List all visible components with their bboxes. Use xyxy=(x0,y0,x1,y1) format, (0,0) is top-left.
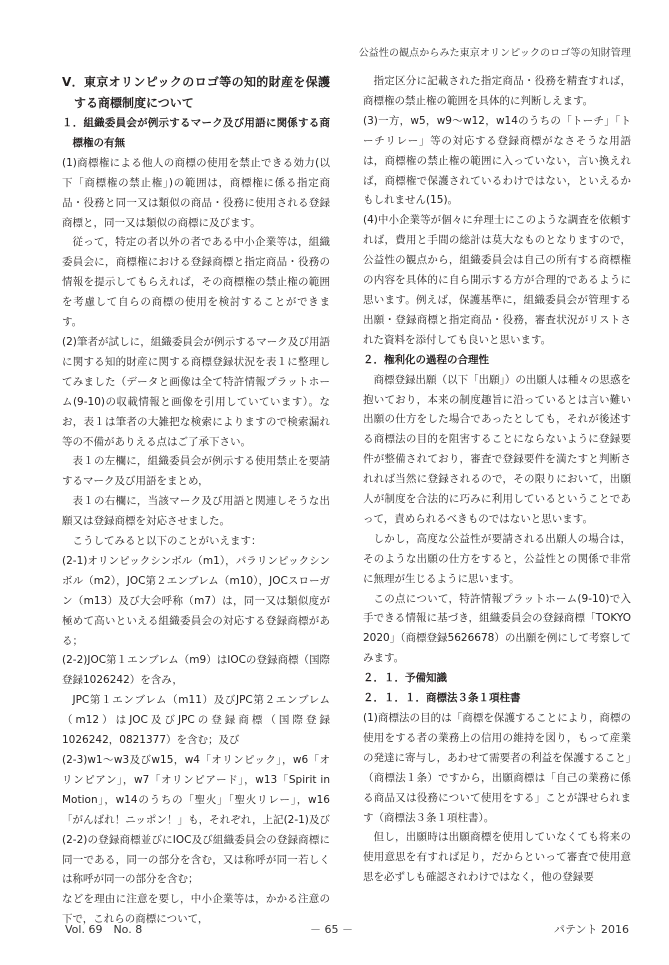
paragraph: 表１の左欄に，組織委員会が例示する使用禁止を要請するマーク及び用語をまとめ， xyxy=(62,452,330,492)
running-header: 公益性の観点からみた東京オリンピックのロゴ等の知財管理 xyxy=(359,44,631,59)
section-heading: Ⅴ．東京オリンピックのロゴ等の知的財産を保護する商標制度について xyxy=(62,72,330,114)
paragraph: (4)中小企業等が個々に弁理士にこのような調査を依頼すれば，費用と手間の総計は莫大なものとなりますので，公益性の観点から，組織委員会は自己の所有する商標権の内容を具体的に自ら開示する方が合理的であるように思います。例えば，保護基準に，組織委員会が管理する出願・登録商標と指定商品・役務，審査状況がリストされた資料を添付しても良いと思います。 xyxy=(363,211,631,350)
section-heading: ２．１．予備知識 xyxy=(363,669,631,689)
paragraph: (1)商標権による他人の商標の使用を禁止できる効力(以下「商標権の禁止権」)の範囲は，商標権に係る指定商品・役務と同一又は類似の商品・役務に使用される登録商標と，同一又は類似の商標に及びます。 xyxy=(62,154,330,234)
paragraph: 表１の右欄に，当該マーク及び用語と関連しそうな出願又は登録商標を対応させました。 xyxy=(62,492,330,532)
section-heading: ２．権利化の過程の合理性 xyxy=(363,351,631,371)
paragraph: こうしてみると以下のことがいえます： xyxy=(62,532,330,552)
paragraph: (1)商標法の目的は「商標を保護することにより，商標の使用をする者の業務上の信用の維持を図り，もって産業の発達に寄与し，あわせて需要者の利益を保護すること」（商標法１条）ですから，出願商標は「自己の業務に係る商品又は役務について使用をする」ことが課せられます（商標法３条１項柱書）。 xyxy=(363,709,631,828)
footer-page-number: － 65 － xyxy=(310,921,353,937)
paragraph: 指定区分に記載された指定商品・役務を精査すれば，商標権の禁止権の範囲を具体的に判断しえます。 xyxy=(363,72,631,112)
paragraph: (2)筆者が試しに，組織委員会が例示するマーク及び用語に関する知的財産に関する商標登録状況を表１に整理してみました（データと画像は全て特許情報プラットホーム(9-10)の収載情報と画像を引用していています）。なお，表１は筆者の大雑把な検索によりますので検索漏れ等の不備がありえる点はご了承下さい。 xyxy=(62,333,330,452)
paragraph: (3)一方，w5，w9〜w12，w14のうちの「トーチ」「トーチリレー」等の対応する登録商標がなさそうな用語は，商標権の禁止権の範囲に入っていない，言い換えれば，商標権で保護されているわけではない，といえるかもしれません(15)。 xyxy=(363,112,631,212)
paragraph: JPC第１エンブレム（m11）及びJPC第２エンブレム（m12）はJOC及びJPCの登録商標（国際登録1026242，0821377）を含む；及び xyxy=(62,691,330,751)
paragraph: (2-1)オリンピックシンボル（m1），パラリンピックシンボル（m2），JOC第２エンブレム（m10），JOCスローガン（m13）及び大会呼称（m7）は，同一又は類似度が極めて高いといえる組織委員会の対応する登録商標がある； xyxy=(62,552,330,652)
section-heading: ２．１．１．商標法３条１項柱書 xyxy=(363,689,631,709)
paragraph: この点について，特許情報プラットホーム(9-10)で入手できる情報に基づき，組織委員会の登録商標「TOKYO 2020」（商標登録5626678）の出願を例にして考察してみます。 xyxy=(363,590,631,670)
section-heading: １．組織委員会が例示するマーク及び用語に関係する商標権の有無 xyxy=(62,114,330,154)
paragraph: 商標登録出願（以下「出願」）の出願人は種々の思惑を抱いており，本来の制度趣旨に沿っているとは言い難い出願の仕方をした場合であったとしても，それが後述する商標法の目的を阻害することにならないように登録要件が整備されており，審査で登録要件を満たすと判断されれば当然に登録されるので，その限りにおいて，出願人が制度を合法的に巧みに利用しているということであって，責められるべきものではないと思います。 xyxy=(363,371,631,530)
footer-volume: Vol. 69 No. 8 xyxy=(65,921,142,937)
paragraph: (2-3)w1〜w3及びw15，w4「オリンピック」，w6「オリンピアン」，w7「オリンピアード」，w13「Spirit in Motion」，w14のうちの「聖火」「聖火リレー」，w16「がんばれ！ニッポン！」も，それぞれ，上記(2-1)及び(2-2)の登録商標並びにIOC及び組織委員会の登録商標に同一である，同一の部分を含む，又は称呼が同一若しくは称呼が同一の部分を含む； xyxy=(62,751,330,890)
paragraph: しかし，高度な公益性が要請される出願人の場合は，そのような出願の仕方をすると，公益性との関係で非常に無理が生じるように思います。 xyxy=(363,530,631,590)
paragraph: (2-2)JOC第１エンブレム（m9）はIOCの登録商標（国際登録1026242）を含み， xyxy=(62,651,330,691)
footer-journal: パテント 2016 xyxy=(554,921,629,937)
paragraph: などを理由に注意を要し，中小企業等は，かかる注意の下で，これらの商標について， xyxy=(62,890,330,930)
paragraph: 但し，出願時は出願商標を使用していなくても将来の使用意思を有すれば足り，だからといって審査で使用意思を必ずしも確認されわけではなく，他の登録要 xyxy=(363,828,631,888)
left-column xyxy=(62,72,330,930)
paragraph: 従って，特定の者以外の者である中小企業等は，組織委員会に，商標権における登録商標と指定商品・役務の情報を提示してもらえれば，その商標権の禁止権の範囲を考慮して自らの商標の使用を検討することができます。 xyxy=(62,233,330,333)
right-column xyxy=(363,72,631,888)
